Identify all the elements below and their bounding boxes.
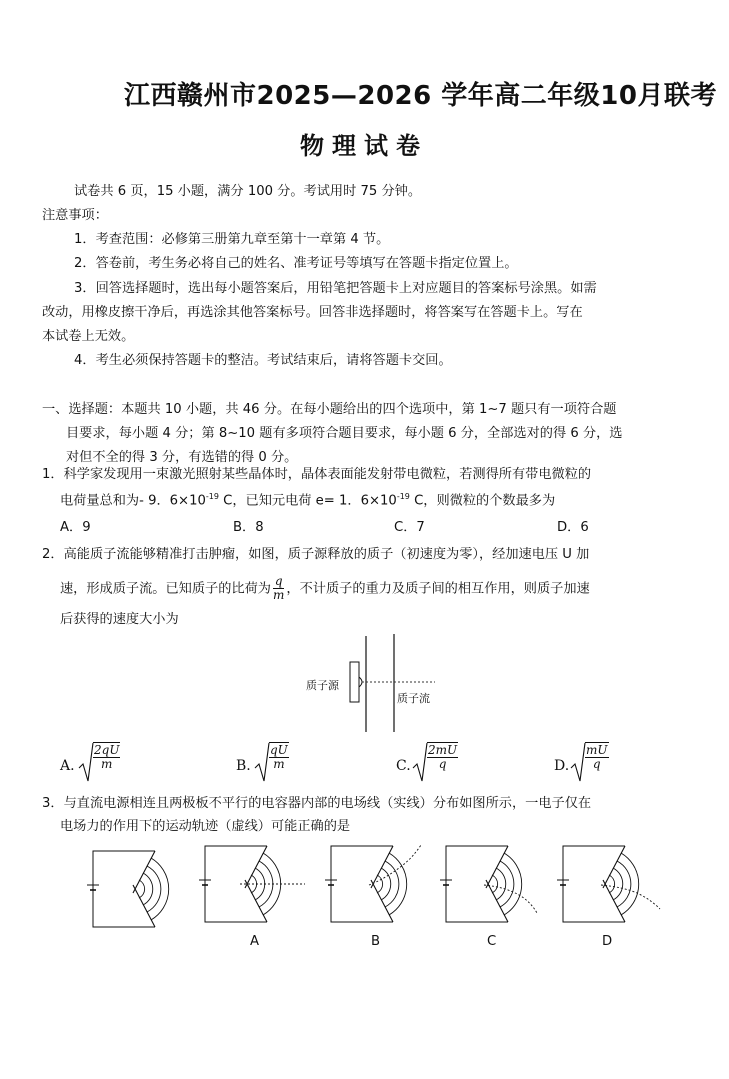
- q2-option-b-label: B.: [236, 758, 251, 774]
- q2-option-c-numerator: 2mU: [428, 743, 458, 757]
- q2-option-b-fraction: [269, 744, 289, 771]
- q2-ratio-denominator: m: [273, 588, 285, 602]
- q2-line-2-part-a: 速，形成质子流。已知质子的比荷为: [60, 581, 271, 597]
- q2-line-1: 2．高能质子流能够精准打击肿瘤，如图，质子源释放的质子（初速度为零），经加速电压 U 加: [42, 547, 590, 562]
- q1-option-c: C．7: [394, 520, 425, 535]
- q1-exponent-1: -19: [205, 492, 219, 501]
- sqrt-icon: [412, 742, 428, 784]
- note-4: 4．考生必须保持答题卡的整洁。考试结束后，请将答题卡交回。: [74, 353, 452, 368]
- q1-option-d: D．6: [557, 520, 589, 535]
- proton-stream-label: 质子流: [397, 692, 430, 705]
- q1-option-b: B．8: [233, 520, 264, 535]
- q3-figure-label-b: B: [371, 934, 381, 949]
- capacitor-figure-b: [325, 846, 407, 922]
- section1-line-1: 一、选择题：本题共 10 小题，共 46 分。在每小题给出的四个选项中，第 1~7 题只有一项符合题: [42, 402, 617, 417]
- exam-title: 江西赣州市2025—2026 学年高二年级10月联考: [124, 81, 717, 111]
- q2-option-c-label: C.: [396, 758, 411, 774]
- q1-exponent-2: -19: [396, 492, 410, 501]
- q2-charge-mass-ratio: [273, 575, 284, 602]
- sqrt-icon: [254, 742, 270, 784]
- trajectory-b: [369, 845, 421, 885]
- q1-line-2-part-c: C，则微粒的个数最多为: [409, 493, 556, 509]
- note-2: 2．答卷前，考生务必将自己的姓名、准考证号等填写在答题卡指定位置上。: [74, 256, 518, 271]
- exam-subtitle: 物理试卷: [300, 132, 428, 160]
- proton-source-label: 质子源: [306, 679, 339, 692]
- capacitor-figure-c: [440, 846, 522, 922]
- q2-option-a-numerator: 2qU: [94, 743, 120, 757]
- q2-option-a-fraction: [93, 744, 120, 771]
- q2-line-2-part-b: ，不计质子的重力及质子间的相互作用，则质子加速: [286, 581, 590, 597]
- note-3-line-3: 本试卷上无效。: [42, 329, 135, 344]
- note-3-line-1: 3．回答选择题时，选出每小题答案后，用铅笔把答题卡上对应题目的答案标号涂黑。如需: [74, 281, 597, 296]
- notes-heading: 注意事项：: [42, 208, 108, 223]
- q2-option-a-denominator: m: [101, 757, 113, 771]
- q3-line-2: 电场力的作用下的运动轨迹（虚线）可能正确的是: [60, 819, 351, 834]
- q1-line-2-part-b: C，已知元电荷 e= 1．6×10: [218, 493, 397, 509]
- q1-line-2-part-a: 电荷量总和为- 9．6×10: [60, 493, 206, 509]
- q1-line-1: 1．科学家发现用一束激光照射某些晶体时，晶体表面能发射带电微粒，若测得所有带电微粒的: [42, 467, 592, 482]
- q3-figure-label-a: A: [250, 934, 260, 949]
- sqrt-icon: [78, 742, 94, 784]
- note-3-line-2: 改动，用橡皮擦干净后，再选涂其他答案标号。回答非选择题时，将答案写在答题卡上。写在: [42, 305, 583, 320]
- note-1: 1．考查范围：必修第三册第九章至第十一章第 4 节。: [74, 232, 390, 247]
- trajectory-c: [484, 885, 537, 913]
- q2-option-c-denominator: q: [438, 757, 447, 771]
- q2-line-3: 后获得的速度大小为: [60, 612, 179, 627]
- q2-option-c-fraction: [427, 744, 458, 771]
- exam-summary: 试卷共 6 页，15 小题，满分 100 分。考试用时 75 分钟。: [74, 184, 422, 199]
- q2-option-b-denominator: m: [273, 757, 285, 771]
- section1-line-3: 对但不全的得 3 分，有选错的得 0 分。: [66, 450, 298, 465]
- proton-source-box: [350, 662, 359, 702]
- q3-figure-label-d: D: [602, 934, 613, 949]
- q2-option-b-numerator: qU: [270, 743, 288, 757]
- section1-line-2: 目要求，每小题 4 分；第 8~10 题有多项符合题目要求，每小题 6 分，全部选对的得 6 分，选: [66, 426, 623, 441]
- q2-option-d-numerator: mU: [586, 743, 608, 757]
- q2-ratio-numerator: q: [274, 574, 283, 588]
- q3-line-1: 3．与直流电源相连且两极板不平行的电容器内部的电场线（实线）分布如图所示，一电子仅在: [42, 796, 592, 811]
- q2-line-2: [60, 575, 590, 602]
- q2-option-d-fraction: [585, 744, 609, 771]
- q3-figure-label-c: C: [487, 934, 497, 949]
- capacitor-figure-reference: [87, 851, 169, 927]
- q1-line-2: [60, 485, 555, 513]
- q2-option-d-denominator: q: [592, 757, 601, 771]
- sqrt-icon: [570, 742, 586, 784]
- q3-capacitor-figures: [85, 835, 705, 935]
- q2-option-a-label: A.: [60, 758, 75, 774]
- capacitor-figure-d: [557, 846, 639, 922]
- q1-option-a: A．9: [60, 520, 91, 535]
- q2-option-d-label: D.: [554, 758, 570, 774]
